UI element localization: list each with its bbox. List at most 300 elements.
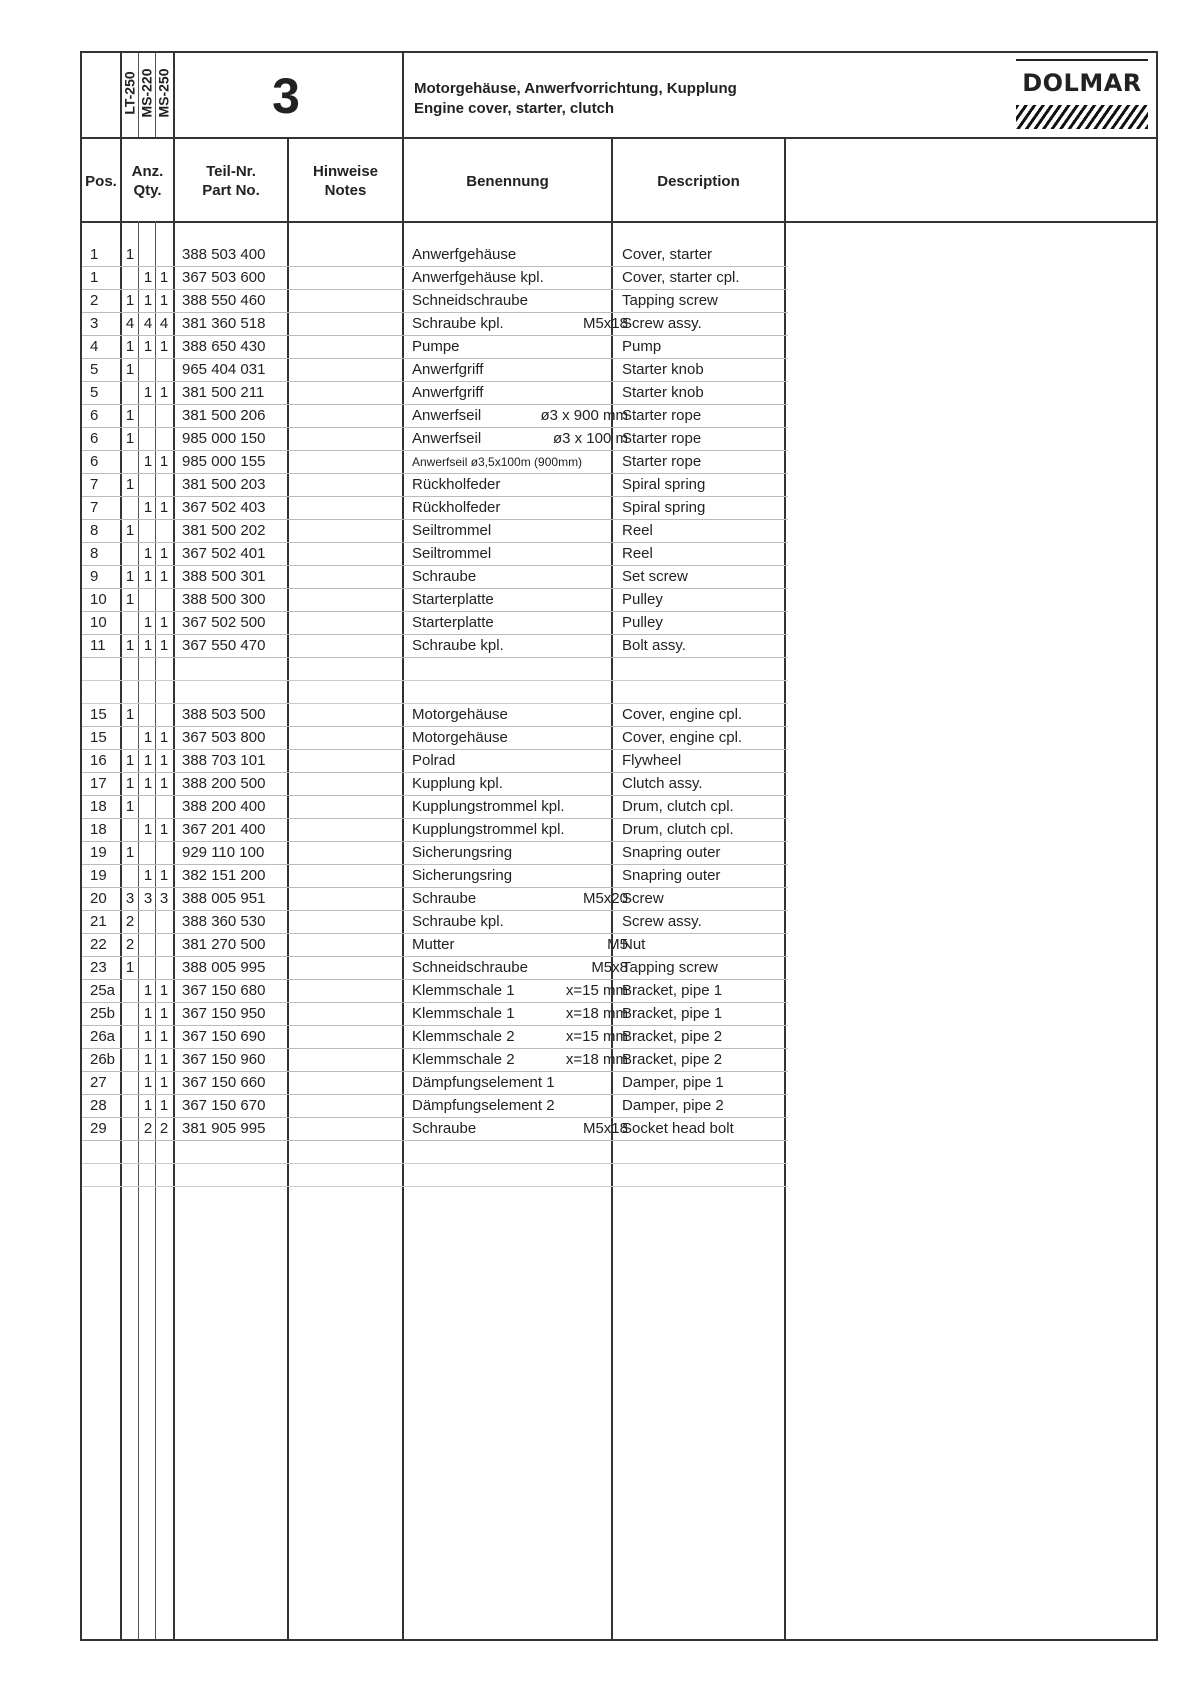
cell-qty-ms220: 1 — [143, 384, 153, 401]
cell-spec: ø3 x 900 mm — [540, 407, 628, 424]
cell-pos: 7 — [90, 476, 99, 493]
cell-qty-ms220 — [140, 934, 156, 956]
cell-part-no: 367 150 670 — [182, 1097, 266, 1114]
cell-part-no: 388 650 430 — [182, 338, 266, 355]
section-title — [414, 79, 737, 119]
cell-qty-ms220: 1 — [143, 821, 153, 838]
cell-name: Kupplung kpl. — [412, 775, 503, 792]
cell-qty-lt250 — [122, 543, 138, 565]
cell-name: Kupplungstrommel kpl. — [412, 821, 565, 838]
cell-name: Anwerfseil ø3,5x100m (900mm) — [412, 455, 583, 469]
cell-name: Starterplatte — [412, 591, 494, 608]
cell-qty-ms220 — [140, 474, 156, 496]
cell-qty-ms250: 1 — [159, 453, 169, 470]
cell-name: Seiltrommel — [412, 545, 492, 562]
cell-description: Starter rope — [622, 407, 702, 424]
cell-qty-ms250: 1 — [159, 775, 169, 792]
cell-spec: M5x20 — [582, 890, 628, 907]
table-row — [82, 1072, 788, 1095]
brand-wordmark: DOLMAR — [1022, 69, 1142, 97]
cell-part-no: 367 503 600 — [182, 269, 266, 286]
cell-qty-lt250 — [122, 727, 138, 749]
cell-qty-ms250: 1 — [159, 1074, 169, 1091]
table-row — [82, 819, 788, 842]
cell-description: Cover, engine cpl. — [622, 729, 743, 746]
cell-description: Pulley — [622, 614, 663, 631]
cell-pos: 19 — [90, 844, 107, 861]
cell-qty-lt250: 1 — [125, 752, 135, 769]
table-row — [82, 589, 788, 612]
table-row — [82, 474, 788, 497]
cell-name: Dämpfungselement 1 — [412, 1074, 555, 1091]
cell-spec: M5x8 — [591, 959, 628, 976]
cell-description: Snapring outer — [622, 867, 721, 884]
cell-qty-ms220 — [140, 911, 156, 933]
cell-qty-lt250: 1 — [125, 568, 135, 585]
cell-spec — [482, 842, 628, 864]
cell-qty-ms220 — [140, 428, 156, 450]
cell-qty-ms250: 1 — [159, 614, 169, 631]
cell-qty-ms220: 1 — [143, 1097, 153, 1114]
cell-part-no: 388 005 951 — [182, 890, 266, 907]
cell-pos: 8 — [90, 545, 99, 562]
table-row — [82, 612, 788, 635]
cell-qty-lt250: 1 — [125, 292, 135, 309]
cell-part-no: 388 703 101 — [182, 752, 266, 769]
cell-name: Sicherungsring — [412, 844, 513, 861]
cell-name: Anwerfgriff — [412, 361, 484, 378]
cell-qty-ms250 — [156, 359, 172, 381]
cell-pos: 26a — [90, 1028, 116, 1045]
table-row — [82, 704, 788, 727]
model-label-ms250: MS-250 — [156, 68, 172, 118]
col-part-no: Teil-Nr. Part No. — [202, 163, 260, 199]
cell-qty-ms220: 1 — [143, 867, 153, 884]
cell-pos: 26b — [90, 1051, 116, 1068]
cell-qty-ms220: 1 — [143, 1005, 153, 1022]
cell-pos: 9 — [90, 568, 99, 585]
cell-qty-lt250: 2 — [125, 913, 135, 930]
cell-qty-ms220: 1 — [143, 453, 153, 470]
cell-qty-ms250: 1 — [159, 292, 169, 309]
model-label-ms220: MS-220 — [139, 68, 155, 118]
cell-qty-lt250: 1 — [125, 844, 135, 861]
cell-qty-ms220 — [140, 520, 156, 542]
cell-description: Bracket, pipe 1 — [622, 982, 723, 999]
cell-part-no: 388 200 400 — [182, 798, 266, 815]
table-row — [82, 382, 788, 405]
cell-name: Schraube kpl. — [412, 637, 504, 654]
cell-part-no: 367 201 400 — [182, 821, 266, 838]
cell-spec: x=18 mm — [565, 1051, 628, 1068]
cell-description: Cover, starter — [622, 246, 713, 263]
cell-qty-lt250 — [122, 1003, 138, 1025]
parts-table-body — [82, 244, 788, 1187]
table-row — [82, 290, 788, 313]
cell-name: Polrad — [412, 752, 456, 769]
cell-description: Bolt assy. — [622, 637, 686, 654]
cell-part-no: 388 550 460 — [182, 292, 266, 309]
cell-name: Schneidschraube — [412, 959, 528, 976]
cell-qty-lt250: 1 — [125, 476, 135, 493]
cell-spec: M5x18 — [582, 1120, 628, 1137]
table-row — [82, 543, 788, 566]
cell-name: Anwerfgehäuse kpl. — [412, 269, 544, 286]
cell-pos: 15 — [90, 729, 107, 746]
cell-description: Tapping screw — [622, 292, 718, 309]
cell-qty-ms220: 1 — [143, 1028, 153, 1045]
cell-part-no: 382 151 200 — [182, 867, 266, 884]
table-row — [82, 497, 788, 520]
cell-qty-ms220 — [140, 244, 156, 266]
cell-qty-lt250 — [122, 819, 138, 841]
table-row — [82, 750, 788, 773]
cell-spec — [482, 1095, 628, 1117]
cell-qty-lt250 — [122, 865, 138, 887]
cell-description: Drum, clutch cpl. — [622, 798, 734, 815]
cell-qty-lt250: 1 — [125, 361, 135, 378]
table-row — [82, 1003, 788, 1026]
cell-qty-ms220: 1 — [143, 568, 153, 585]
cell-name: Mutter — [412, 936, 455, 953]
cell-pos: 19 — [90, 867, 107, 884]
cell-qty-lt250 — [122, 497, 138, 519]
cell-qty-ms220 — [140, 796, 156, 818]
cell-description: Starter knob — [622, 384, 704, 401]
cell-qty-ms250: 1 — [159, 1028, 169, 1045]
cell-qty-ms220: 1 — [143, 752, 153, 769]
cell-part-no: 367 150 950 — [182, 1005, 266, 1022]
cell-name: Rückholfeder — [412, 499, 501, 516]
cell-name: Klemmschale 2 — [412, 1028, 515, 1045]
cell-qty-lt250: 1 — [125, 522, 135, 539]
cell-pos: 16 — [90, 752, 107, 769]
cell-spec — [482, 520, 628, 542]
cell-pos: 21 — [90, 913, 107, 930]
cell-qty-ms220 — [140, 589, 156, 611]
cell-qty-ms250: 1 — [159, 269, 169, 286]
cell-pos: 18 — [90, 821, 107, 838]
cell-qty-lt250 — [122, 382, 138, 404]
cell-part-no: 388 200 500 — [182, 775, 266, 792]
table-row — [82, 1026, 788, 1049]
cell-qty-ms250 — [156, 704, 172, 726]
cell-qty-lt250 — [122, 451, 138, 473]
table-row — [82, 635, 788, 658]
table-row — [82, 405, 788, 428]
cell-part-no: 929 110 100 — [182, 844, 265, 861]
cell-part-no: 388 500 300 — [182, 591, 266, 608]
cell-qty-ms250 — [156, 589, 172, 611]
cell-spec: x=18 mm — [565, 1005, 628, 1022]
cell-name: Seiltrommel — [412, 522, 492, 539]
cell-part-no: 367 502 500 — [182, 614, 266, 631]
cell-pos: 5 — [90, 384, 99, 401]
cell-description: Screw — [622, 890, 664, 907]
cell-spec: x=15 mm — [565, 1028, 628, 1045]
cell-qty-ms220: 1 — [143, 775, 153, 792]
cell-qty-ms220: 1 — [143, 545, 153, 562]
cell-qty-ms220 — [140, 957, 156, 979]
cell-description: Set screw — [622, 568, 688, 585]
cell-spec — [482, 1072, 628, 1094]
cell-description: Snapring outer — [622, 844, 721, 861]
cell-qty-lt250: 1 — [125, 430, 135, 447]
cell-qty-ms220 — [140, 359, 156, 381]
cell-name: Kupplungstrommel kpl. — [412, 798, 565, 815]
cell-name: Schneidschraube — [412, 292, 528, 309]
cell-name: Schraube — [412, 568, 477, 585]
cell-part-no: 388 500 301 — [182, 568, 266, 585]
cell-qty-ms250: 1 — [159, 568, 169, 585]
cell-pos: 1 — [90, 269, 99, 286]
cell-qty-ms250: 1 — [159, 1097, 169, 1114]
cell-description: Bracket, pipe 2 — [622, 1051, 723, 1068]
cell-description: Flywheel — [622, 752, 682, 769]
cell-part-no: 381 500 211 — [182, 384, 265, 401]
cell-description: Cover, starter cpl. — [622, 269, 740, 286]
cell-qty-lt250 — [122, 1118, 138, 1140]
cell-spec — [482, 727, 628, 749]
cell-name: Dämpfungselement 2 — [412, 1097, 555, 1114]
cell-qty-ms220: 2 — [143, 1120, 153, 1137]
cell-qty-ms250 — [156, 934, 172, 956]
cell-qty-lt250: 1 — [125, 775, 135, 792]
cell-part-no: 367 150 680 — [182, 982, 266, 999]
cell-qty-ms220: 1 — [143, 499, 153, 516]
table-row — [82, 336, 788, 359]
cell-qty-lt250: 4 — [125, 315, 135, 332]
parts-list-frame — [80, 51, 1158, 1641]
cell-qty-ms220: 1 — [143, 269, 153, 286]
cell-pos: 27 — [90, 1074, 107, 1091]
col-description: Description — [657, 172, 740, 190]
cell-spec: M5 — [607, 936, 628, 953]
cell-name: Pumpe — [412, 338, 460, 355]
cell-qty-ms220: 1 — [143, 338, 153, 355]
cell-spec — [482, 819, 628, 841]
table-row — [82, 428, 788, 451]
cell-pos: 1 — [90, 246, 99, 263]
table-row — [82, 267, 788, 290]
table-row — [82, 796, 788, 819]
cell-spec — [482, 566, 628, 588]
cell-qty-ms250 — [156, 842, 172, 864]
cell-qty-ms220 — [140, 704, 156, 726]
cell-qty-ms220: 4 — [143, 315, 153, 332]
cell-description: Starter rope — [622, 430, 702, 447]
cell-spec — [482, 267, 628, 289]
cell-name: Motorgehäuse — [412, 706, 508, 723]
cell-qty-ms250: 1 — [159, 384, 169, 401]
cell-qty-ms250: 1 — [159, 545, 169, 562]
cell-spec — [482, 244, 628, 266]
col-name: Benennung — [466, 172, 549, 190]
cell-name: Anwerfgehäuse — [412, 246, 517, 263]
cell-part-no: 381 500 203 — [182, 476, 266, 493]
cell-qty-ms250: 1 — [159, 1005, 169, 1022]
cell-spec — [482, 750, 628, 772]
cell-pos: 29 — [90, 1120, 107, 1137]
cell-description: Reel — [622, 522, 653, 539]
table-row — [82, 865, 788, 888]
cell-description: Reel — [622, 545, 653, 562]
cell-pos: 20 — [90, 890, 107, 907]
cell-description: Pump — [622, 338, 662, 355]
cell-qty-ms220: 1 — [143, 1051, 153, 1068]
cell-part-no: 388 503 500 — [182, 706, 266, 723]
cell-part-no: 367 502 403 — [182, 499, 266, 516]
cell-qty-ms250 — [156, 474, 172, 496]
cell-description: Nut — [622, 936, 646, 953]
cell-spec — [482, 359, 628, 381]
cell-spec — [482, 543, 628, 565]
cell-name: Schraube kpl. — [412, 315, 504, 332]
cell-spec: x=15 mm — [565, 982, 628, 999]
table-row — [82, 244, 788, 267]
cell-spec — [482, 474, 628, 496]
cell-name: Starterplatte — [412, 614, 494, 631]
cell-description: Bracket, pipe 1 — [622, 1005, 723, 1022]
cell-qty-ms250 — [156, 911, 172, 933]
cell-spec — [482, 704, 628, 726]
cell-qty-lt250 — [122, 1095, 138, 1117]
cell-qty-ms250: 1 — [159, 637, 169, 654]
cell-qty-ms250 — [156, 520, 172, 542]
cell-spec: ø3 x 100 m — [552, 430, 628, 447]
blank-row — [82, 1164, 788, 1187]
table-row — [82, 773, 788, 796]
cell-description: Tapping screw — [622, 959, 718, 976]
cell-qty-lt250 — [122, 612, 138, 634]
cell-spec — [482, 612, 628, 634]
cell-pos: 2 — [90, 292, 99, 309]
cell-qty-lt250: 1 — [125, 407, 135, 424]
blank-row — [82, 681, 788, 704]
cell-qty-lt250 — [122, 980, 138, 1002]
cell-part-no: 985 000 150 — [182, 430, 266, 447]
cell-description: Clutch assy. — [622, 775, 703, 792]
cell-spec — [482, 336, 628, 358]
cell-qty-ms220: 1 — [143, 637, 153, 654]
cell-qty-ms220: 1 — [143, 614, 153, 631]
cell-pos: 6 — [90, 453, 99, 470]
cell-description: Pulley — [622, 591, 663, 608]
cell-pos: 25b — [90, 1005, 116, 1022]
table-row — [82, 359, 788, 382]
cell-qty-lt250 — [122, 1072, 138, 1094]
cell-part-no: 381 360 518 — [182, 315, 266, 332]
cell-name: Anwerfseil — [412, 430, 482, 447]
col-pos: Pos. — [85, 172, 117, 190]
table-row — [82, 980, 788, 1003]
cell-name: Motorgehäuse — [412, 729, 508, 746]
cell-qty-lt250 — [122, 1049, 138, 1071]
cell-description: Spiral spring — [622, 476, 706, 493]
cell-part-no: 388 360 530 — [182, 913, 266, 930]
cell-description: Starter rope — [622, 453, 702, 470]
table-row — [82, 842, 788, 865]
cell-part-no: 367 503 800 — [182, 729, 266, 746]
cell-pos: 15 — [90, 706, 107, 723]
cell-qty-ms250 — [156, 405, 172, 427]
cell-description: Damper, pipe 1 — [622, 1074, 724, 1091]
cell-pos: 23 — [90, 959, 107, 976]
blank-row — [82, 1141, 788, 1164]
cell-name: Rückholfeder — [412, 476, 501, 493]
cell-qty-ms250 — [156, 428, 172, 450]
cell-description: Cover, engine cpl. — [622, 706, 743, 723]
cell-part-no: 367 150 690 — [182, 1028, 266, 1045]
cell-spec — [482, 290, 628, 312]
cell-part-no: 381 905 995 — [182, 1120, 266, 1137]
cell-qty-lt250: 1 — [125, 706, 135, 723]
cell-qty-lt250 — [122, 267, 138, 289]
cell-pos: 10 — [90, 614, 107, 631]
title-english: Engine cover, starter, clutch — [414, 100, 615, 117]
cell-spec — [482, 773, 628, 795]
table-row — [82, 934, 788, 957]
cell-qty-ms220: 1 — [143, 1074, 153, 1091]
cell-qty-ms250: 1 — [159, 1051, 169, 1068]
cell-pos: 6 — [90, 430, 99, 447]
cell-qty-ms250: 3 — [159, 890, 169, 907]
table-row — [82, 1118, 788, 1141]
cell-qty-ms250 — [156, 796, 172, 818]
cell-part-no: 388 503 400 — [182, 246, 266, 263]
cell-description: Socket head bolt — [622, 1120, 734, 1137]
cell-pos: 3 — [90, 315, 99, 332]
cell-pos: 4 — [90, 338, 99, 355]
logo-hatch-bar — [1016, 105, 1148, 129]
cell-description: Screw assy. — [622, 913, 702, 930]
blank-row — [82, 658, 788, 681]
cell-qty-ms250 — [156, 244, 172, 266]
cell-description: Spiral spring — [622, 499, 706, 516]
table-row — [82, 911, 788, 934]
cell-qty-lt250: 1 — [125, 591, 135, 608]
table-row — [82, 888, 788, 911]
cell-qty-ms250: 1 — [159, 499, 169, 516]
cell-qty-ms220 — [140, 842, 156, 864]
cell-pos: 10 — [90, 591, 107, 608]
cell-pos: 7 — [90, 499, 99, 516]
col-notes: Hinweise Notes — [312, 163, 379, 199]
cell-name: Schraube — [412, 1120, 477, 1137]
cell-qty-ms250: 1 — [159, 821, 169, 838]
table-row — [82, 727, 788, 750]
cell-description: Screw assy. — [622, 315, 702, 332]
cell-qty-lt250: 1 — [125, 959, 135, 976]
cell-qty-lt250: 1 — [125, 246, 135, 263]
cell-spec: M5x18 — [582, 315, 628, 332]
cell-qty-ms250: 2 — [159, 1120, 169, 1137]
cell-name: Schraube kpl. — [412, 913, 504, 930]
table-row — [82, 451, 788, 474]
cell-qty-ms250: 1 — [159, 729, 169, 746]
cell-part-no: 367 550 470 — [182, 637, 266, 654]
cell-qty-lt250: 1 — [125, 637, 135, 654]
cell-pos: 28 — [90, 1097, 107, 1114]
cell-part-no: 381 270 500 — [182, 936, 266, 953]
cell-spec — [482, 865, 628, 887]
cell-part-no: 381 500 206 — [182, 407, 266, 424]
cell-pos: 8 — [90, 522, 99, 539]
cell-pos: 11 — [90, 637, 106, 654]
cell-part-no: 985 000 155 — [182, 453, 266, 470]
cell-description: Drum, clutch cpl. — [622, 821, 734, 838]
cell-qty-ms220: 1 — [143, 729, 153, 746]
